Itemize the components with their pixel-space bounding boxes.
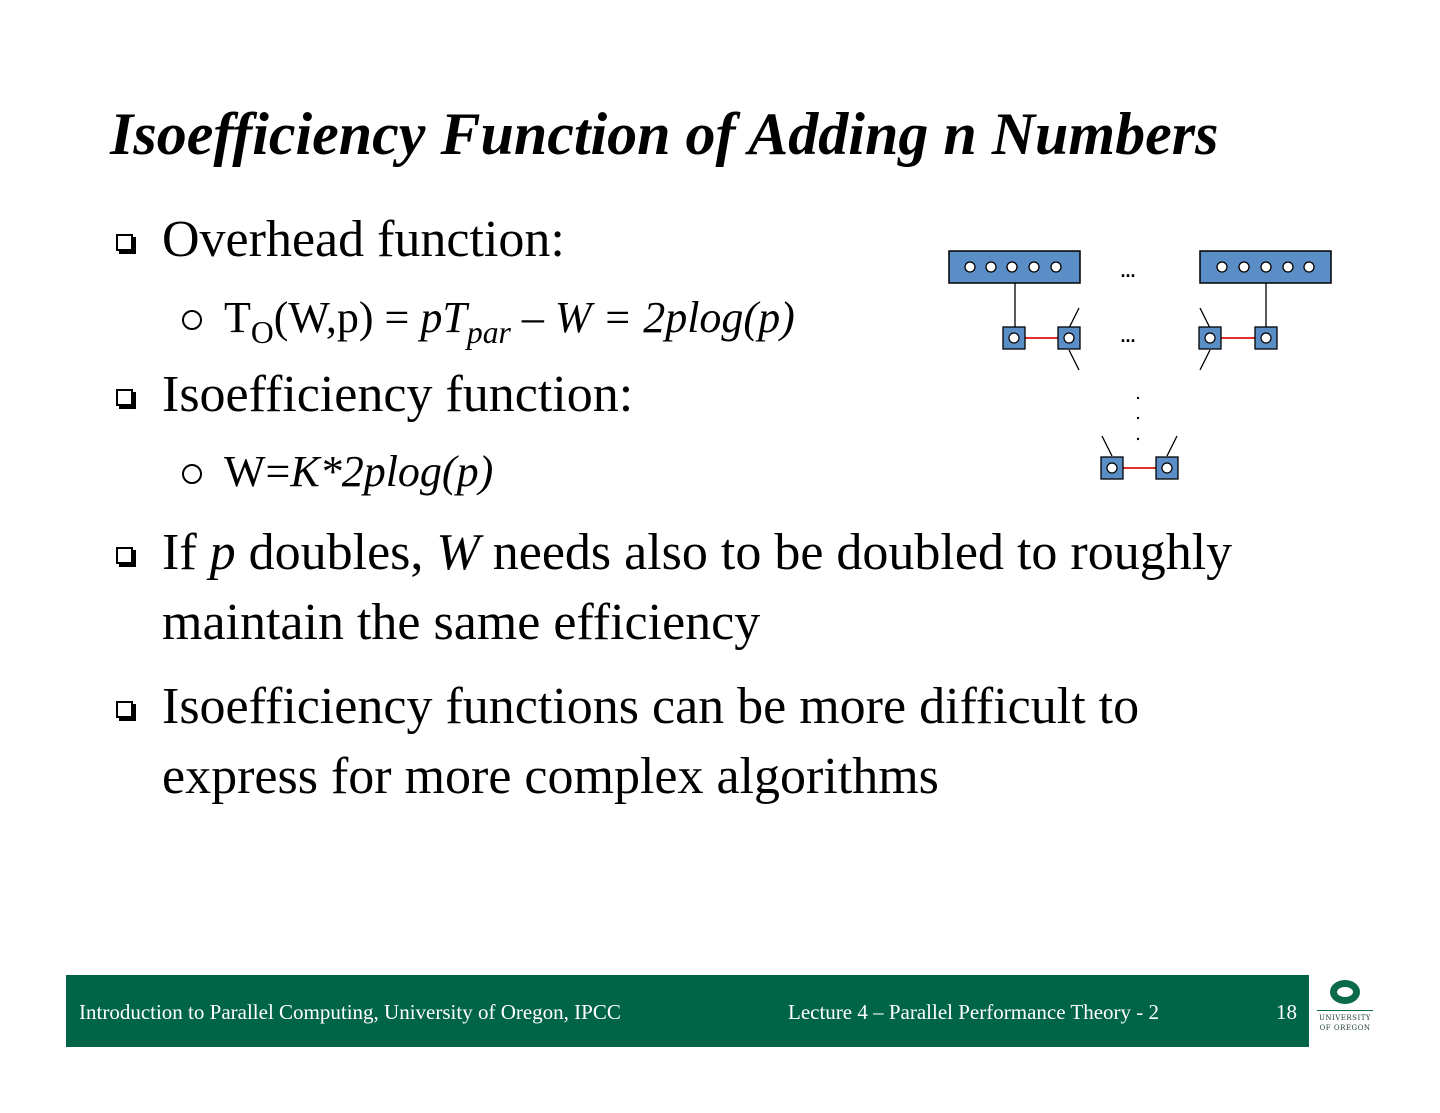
bullet-text: Isoefficiency functions can be more difficult to express for more complex algorithms — [162, 678, 1140, 805]
oregon-o-icon — [1330, 980, 1360, 1004]
logo-line2: OF OREGON — [1319, 1024, 1371, 1032]
square-bullet-icon — [116, 234, 133, 251]
footer-lecture: Lecture 4 – Parallel Performance Theory - 2 — [788, 1000, 1160, 1024]
ellipsis-top: ... — [1120, 261, 1136, 281]
bullet-text: Isoefficiency function: — [162, 366, 634, 423]
square-bullet-icon — [116, 389, 133, 406]
node-pair-left — [1003, 327, 1080, 349]
circle-bullet-icon — [182, 310, 202, 330]
circle-bullet-icon — [182, 464, 202, 484]
logo-line1: UNIVERSITY — [1317, 1010, 1373, 1023]
processor-array-right — [1200, 251, 1331, 283]
processor-array-left — [949, 251, 1080, 283]
square-bullet-icon — [116, 547, 133, 564]
node-pair-bottom — [1101, 457, 1178, 479]
overhead-formula: $T_O(W,p) = pT_{par} - W = 2plog(p)$ — [224, 293, 795, 351]
reduction-tree-diagram — [940, 240, 1340, 490]
bullet-text: Overhead function: — [162, 211, 565, 268]
page-number: 18 — [1276, 1000, 1297, 1024]
slide-title: Isoefficiency Function of Adding n Numbers — [110, 101, 1219, 167]
ellipsis-mid: ... — [1120, 326, 1136, 346]
square-bullet-icon — [116, 701, 133, 718]
bullet-text: If p doubles, W needs also to be doubled to roughly maintain the same efficiency — [162, 524, 1233, 651]
slide-footer — [66, 975, 1309, 1047]
node-pair-right — [1199, 327, 1277, 349]
university-of-oregon-logo — [1310, 976, 1380, 1048]
footer-course: Introduction to Parallel Computing, University of Oregon, IPCC — [79, 1000, 621, 1024]
isoefficiency-formula: W=K*2plog(p) — [224, 447, 494, 496]
